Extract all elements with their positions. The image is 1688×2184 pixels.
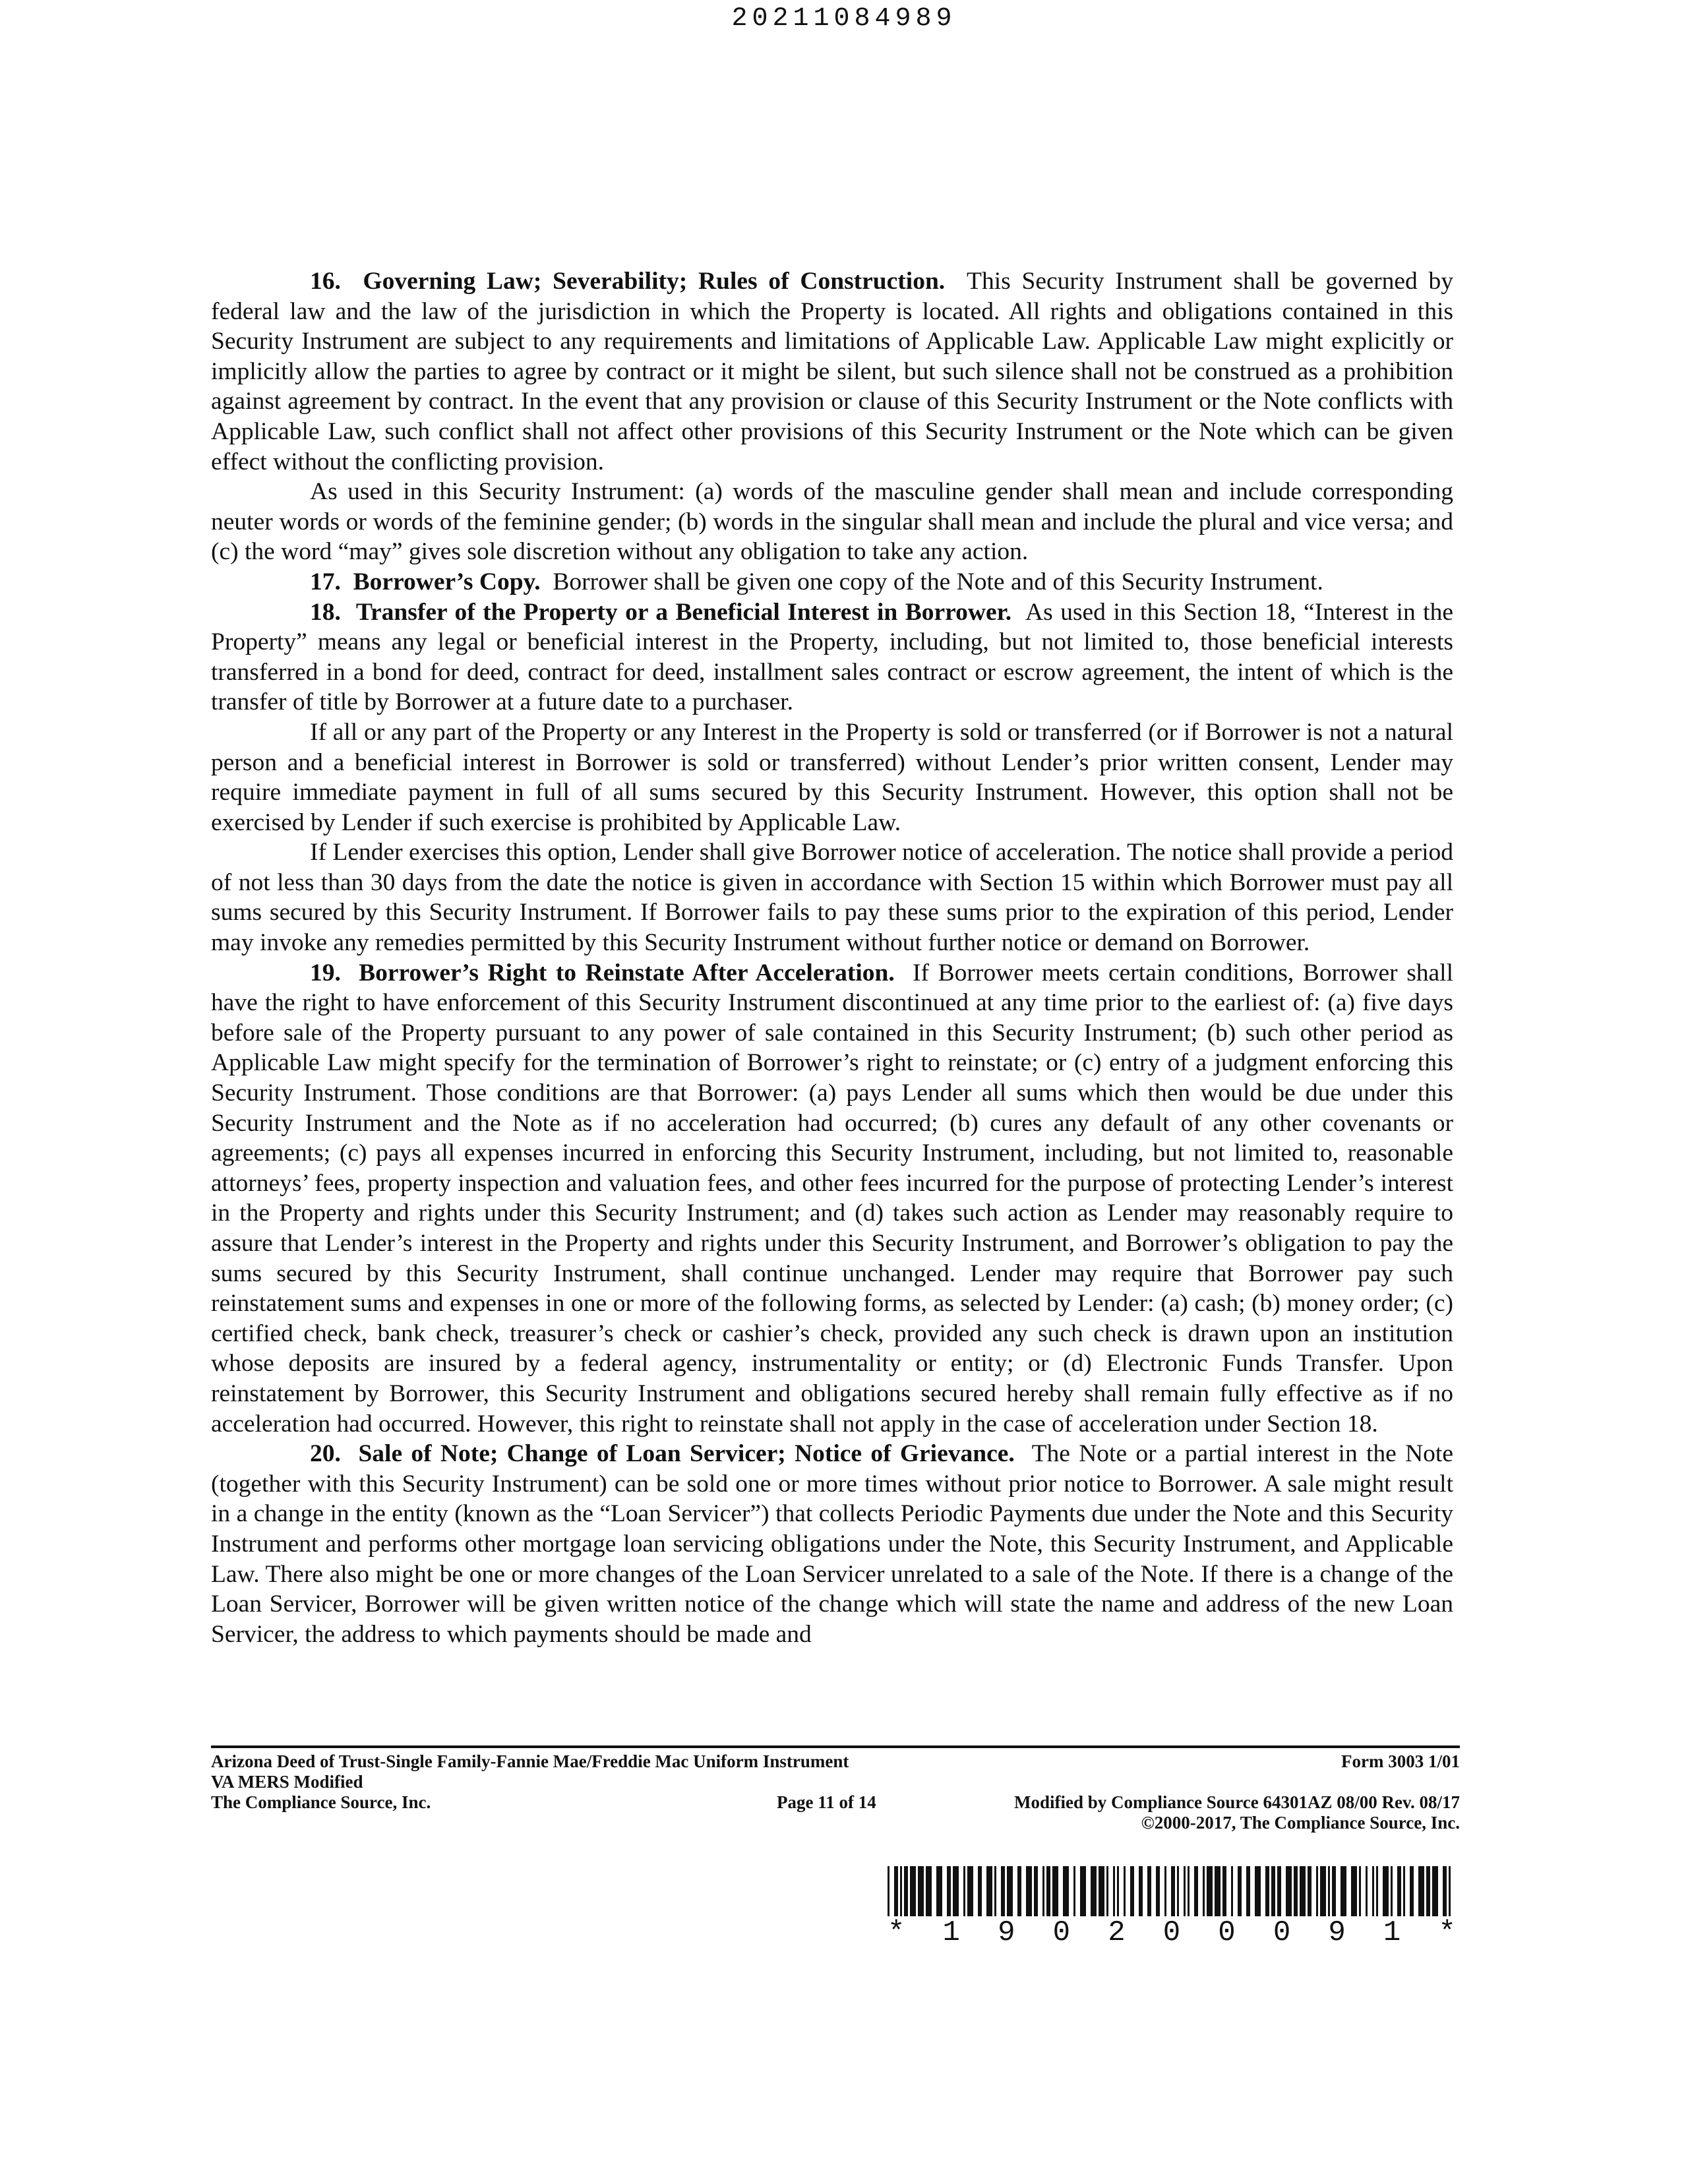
barcode-bar: [1286, 1866, 1292, 1916]
barcode-bar: [967, 1866, 973, 1916]
barcode-bar: [953, 1866, 959, 1916]
barcode-bar: [1277, 1866, 1281, 1916]
barcode-char: *: [888, 1916, 905, 1949]
barcode-bar: [1426, 1866, 1430, 1916]
barcode-bar: [1383, 1866, 1389, 1916]
footer-line-1: [211, 1751, 1460, 1772]
document-body: [211, 266, 1453, 1649]
barcode-bar: [1184, 1866, 1186, 1916]
barcode-bar: [1300, 1866, 1306, 1916]
section-19-paragraph-1: [211, 958, 1453, 1440]
section-17-text: Borrower shall be given one copy of the Note and of this Security Instrument.: [553, 568, 1323, 595]
barcode-bar: [888, 1866, 889, 1916]
barcode-char: 0: [1052, 1916, 1071, 1949]
barcode-bar: [1063, 1866, 1069, 1916]
barcode-bar: [1099, 1866, 1104, 1916]
section-16-number: 16.: [310, 268, 341, 295]
barcode-bar: [1255, 1866, 1261, 1916]
barcode-char: *: [1438, 1916, 1456, 1949]
barcode-char: 1: [942, 1916, 960, 1949]
barcode-bar: [1328, 1866, 1330, 1916]
barcode-bar: [1007, 1866, 1013, 1916]
barcode-bar: [986, 1866, 992, 1916]
barcode-char: 2: [1108, 1916, 1126, 1949]
footer-copyright: ©2000-2017, The Compliance Source, Inc.: [1141, 1813, 1460, 1833]
section-16-title: Governing Law; Severability; Rules of Construction.: [363, 268, 946, 295]
page-footer: [211, 1751, 1460, 1833]
barcode-bar: [1052, 1866, 1058, 1916]
footer-line-2: [211, 1772, 1460, 1792]
section-17-number: 17.: [310, 568, 341, 595]
barcode-bar: [1231, 1866, 1233, 1916]
barcode-bar: [926, 1866, 932, 1916]
barcode-bar: [1294, 1866, 1298, 1916]
barcode-bar: [900, 1866, 902, 1916]
section-16-paragraph-1: [211, 266, 1453, 477]
barcode-bar: [1351, 1866, 1357, 1916]
barcode-bar: [894, 1866, 898, 1916]
barcode-bar: [1130, 1866, 1134, 1916]
section-18-paragraph-3: If Lender exercises this option, Lender shall give Borrower notice of acceleration. The notice shall provide a period of not less than 30 days from the date the notice is given in accordance with Section 15 within which Borrower must pay all sums secured by this Security Instrument. If Borrower fails to pay these sums prior to the expiration of this period, Lender may invoke any remedies permitted by this Security Instrument without further notice or demand on Borrower.: [211, 839, 1453, 957]
barcode-bar: [1117, 1866, 1119, 1916]
section-18-title: Transfer of the Property or a Beneficial Interest in Borrower.: [355, 598, 1012, 626]
barcode-bar: [1042, 1866, 1044, 1916]
barcode-bar: [910, 1866, 916, 1916]
barcode-bar: [1177, 1866, 1179, 1916]
section-19-title: Borrower’s Right to Reinstate After Acceleration.: [359, 959, 895, 986]
barcode-char: 0: [1218, 1916, 1236, 1949]
barcode-bar: [1246, 1866, 1250, 1916]
barcode-bar: [1222, 1866, 1226, 1916]
barcode-bar: [1034, 1866, 1038, 1916]
barcode-bar: [1124, 1866, 1126, 1916]
barcode-bar: [1106, 1866, 1108, 1916]
footer-form-title: Arizona Deed of Trust-Single Family-Fannie Mae/Freddie Mac Uniform Instrument: [211, 1751, 849, 1771]
barcode-bar: [1308, 1866, 1311, 1916]
barcode-bar: [1203, 1866, 1205, 1916]
barcode-char: 9: [1328, 1916, 1346, 1949]
recording-number: 20211084989: [731, 4, 957, 34]
barcode: [888, 1866, 1456, 1916]
barcode-bar: [1376, 1866, 1378, 1916]
barcode-char: 0: [1162, 1916, 1181, 1949]
barcode-bar: [1320, 1866, 1326, 1916]
barcode-bar: [1403, 1866, 1405, 1916]
section-20-number: 20.: [310, 1440, 341, 1468]
barcode-bar: [1341, 1866, 1346, 1916]
barcode-bar: [994, 1866, 996, 1916]
barcode-bar: [1026, 1866, 1032, 1916]
barcode-bar: [1207, 1866, 1213, 1916]
footer-page-number: Page 11 of 14: [777, 1792, 876, 1812]
footer-form-number: Form 3003 1/01: [1341, 1751, 1460, 1771]
footer-company: The Compliance Source, Inc.: [211, 1792, 431, 1812]
barcode-bar: [1418, 1866, 1424, 1916]
section-19-text: If Borrower meets certain conditions, Borrower shall have the right to have enforcement of this Security Instrument discontinued at any time prior to the earliest of: (a) five days before sale of the Property pursuant to any power of sale contained in this Security Instrument; (b) such other period as Applicable Law might specify for the termination of Borrower’s right to reinstate; or (c) entry of a judgment enforcing this Security Instrument. Those conditions are that Borrower: (a) pays Lender all sums which then would be due under this Security Instrument and the Note as if no acceleration had occurred; (b) cures any default of any other covenants or agreements; (c) pays all expenses incurred in enforcing this Security Instrument, including, but not limited to, reasonable attorneys’ fees, property inspection and valuation fees, and other fees incurred for the purpose of protecting Lender’s interest in the Property and rights under this Security Instrument; and (d) takes such action as Lender may reasonably require to assure that Lender’s interest in the Property and rights under this Security Instrument, and Borrower’s obligation to pay the sums secured by this Security Instrument, shall continue unchanged. Lender may require that Borrower pay such reinstatement sums and expenses in one or more of the following forms, as selected by Lender: (a) cash; (b) money order; (c) certified check, bank check, treasurer’s check or cashier’s check, provided any such check is drawn upon an institution whose deposits are insured by a federal agency, instrumentality or entity; or (d) Electronic Funds Transfer. Upon reinstatement by Borrower, this Security Instrument and obligations secured hereby shall remain fully effective as if no acceleration had occurred. However, this right to reinstate shall not apply in the case of acceleration under Section 18.: [211, 959, 1454, 1438]
barcode-bar: [918, 1866, 924, 1916]
barcode-bar: [1397, 1866, 1401, 1916]
barcode-bar: [1449, 1866, 1451, 1916]
barcode-bar: [1080, 1866, 1086, 1916]
barcode-char: 1: [1383, 1916, 1401, 1949]
barcode-bar: [1164, 1866, 1166, 1916]
barcode-bar: [1091, 1866, 1097, 1916]
footer-line-3: [211, 1792, 1460, 1813]
barcode-bar: [1366, 1866, 1368, 1916]
barcode-bar: [1147, 1866, 1151, 1916]
section-20-text: The Note or a partial interest in the Note (together with this Security Instrument) can be sold one or more times without prior notice to Borrower. A sale might result in a change in the entity (known as the “Loan Servicer”) that collects Periodic Payments due under the Note and this Security Instrument and performs other mortgage loan servicing obligations under the Note, this Security Instrument, and Applicable Law. There also might be one or more changes of the Loan Servicer unrelated to a sale of the Note. If there is a change of the Loan Servicer, Borrower will be given written notice of the change which will state the name and address of the new Loan Servicer, the address to which payments should be made and: [211, 1440, 1453, 1648]
section-18-paragraph-2: If all or any part of the Property or any Interest in the Property is sold or transferred (or if Borrower is not a natural person and a beneficial interest in Borrower is sold or transferred) without Lender’s prior written consent, Lender may require immediate payment in full of all sums secured by this Security Instrument. However, this option shall not be exercised by Lender if such exercise is prohibited by Applicable Law.: [211, 718, 1453, 836]
barcode-bar: [1391, 1866, 1393, 1916]
footer-modification: VA MERS Modified: [211, 1772, 363, 1792]
footer-line-4: [211, 1813, 1460, 1833]
section-16-text: This Security Instrument shall be governed by federal law and the law of the jurisdiction in which the Property is located. All rights and obligations contained in this Security Instrument are subject to any requirements and limitations of Applicable Law. Applicable Law might explicitly or implicitly allow the parties to agree by contract or it might be silent, but such silence shall not be construed as a prohibition against agreement by contract. In the event that any provision or clause of this Security Instrument or the Note conflicts with Applicable Law, such conflict shall not affect other provisions of this Security Instrument or the Note which can be given effect without the conflicting provision.: [211, 268, 1454, 475]
barcode-bar: [963, 1866, 965, 1916]
barcode-caption: [888, 1918, 1456, 1948]
barcode-bar: [1316, 1866, 1318, 1916]
barcode-bar: [1332, 1866, 1336, 1916]
section-16-paragraph-2: As used in this Security Instrument: (a) words of the masculine gender shall mean and include corresponding neuter words or words of the feminine gender; (b) words in the singular shall mean and include the plural and vice versa; and (c) the word “may” gives sole discretion without any obligation to take any action.: [211, 478, 1453, 566]
barcode-bar: [904, 1866, 908, 1916]
barcode-bar: [947, 1866, 951, 1916]
barcode-bar: [1017, 1866, 1021, 1916]
barcode-char: 9: [998, 1916, 1015, 1949]
section-20-title: Sale of Note; Change of Loan Servicer; Notice of Grievance.: [358, 1440, 1015, 1468]
footer-divider: [211, 1745, 1460, 1748]
barcode-bar: [1139, 1866, 1143, 1916]
barcode-bar: [1194, 1866, 1198, 1916]
barcode-bar: [1271, 1866, 1275, 1916]
barcode-bar: [1215, 1866, 1221, 1916]
section-19-number: 19.: [310, 959, 341, 986]
barcode-bar: [1372, 1866, 1374, 1916]
barcode-bar: [1188, 1866, 1190, 1916]
barcode-bar: [936, 1866, 942, 1916]
barcode-bar: [978, 1866, 982, 1916]
section-20-paragraph-1: [211, 1439, 1453, 1649]
barcode-bar: [1410, 1866, 1414, 1916]
barcode-bar: [1171, 1866, 1175, 1916]
barcode-bar: [1443, 1866, 1447, 1916]
barcode-char: 0: [1273, 1916, 1291, 1949]
barcode-bar: [1359, 1866, 1361, 1916]
section-17-title: Borrower’s Copy.: [353, 568, 541, 595]
barcode-bar: [1156, 1866, 1160, 1916]
barcode-bar: [1113, 1866, 1115, 1916]
barcode-bar: [1265, 1866, 1269, 1916]
section-18-text: As used in this Section 18, “Interest in the Property” means any legal or beneficial interest in the Property, including, but not limited to, those beneficial interests transferred in a bond for deed, contract for deed, installment sales contract or escrow agreement, the intent of which is the transfer of title by Borrower at a future date to a purchaser.: [211, 598, 1453, 716]
barcode-bar: [1046, 1866, 1050, 1916]
barcode-bar: [1432, 1866, 1438, 1916]
footer-modified-by: Modified by Compliance Source 64301AZ 08/00 Rev. 08/17: [1013, 1792, 1460, 1812]
section-18-number: 18.: [310, 598, 341, 626]
section-17-paragraph-1: [211, 567, 1453, 597]
section-18-paragraph-1: [211, 597, 1453, 717]
barcode-bar: [1001, 1866, 1005, 1916]
barcode-bar: [1073, 1866, 1075, 1916]
barcode-bar: [1238, 1866, 1242, 1916]
